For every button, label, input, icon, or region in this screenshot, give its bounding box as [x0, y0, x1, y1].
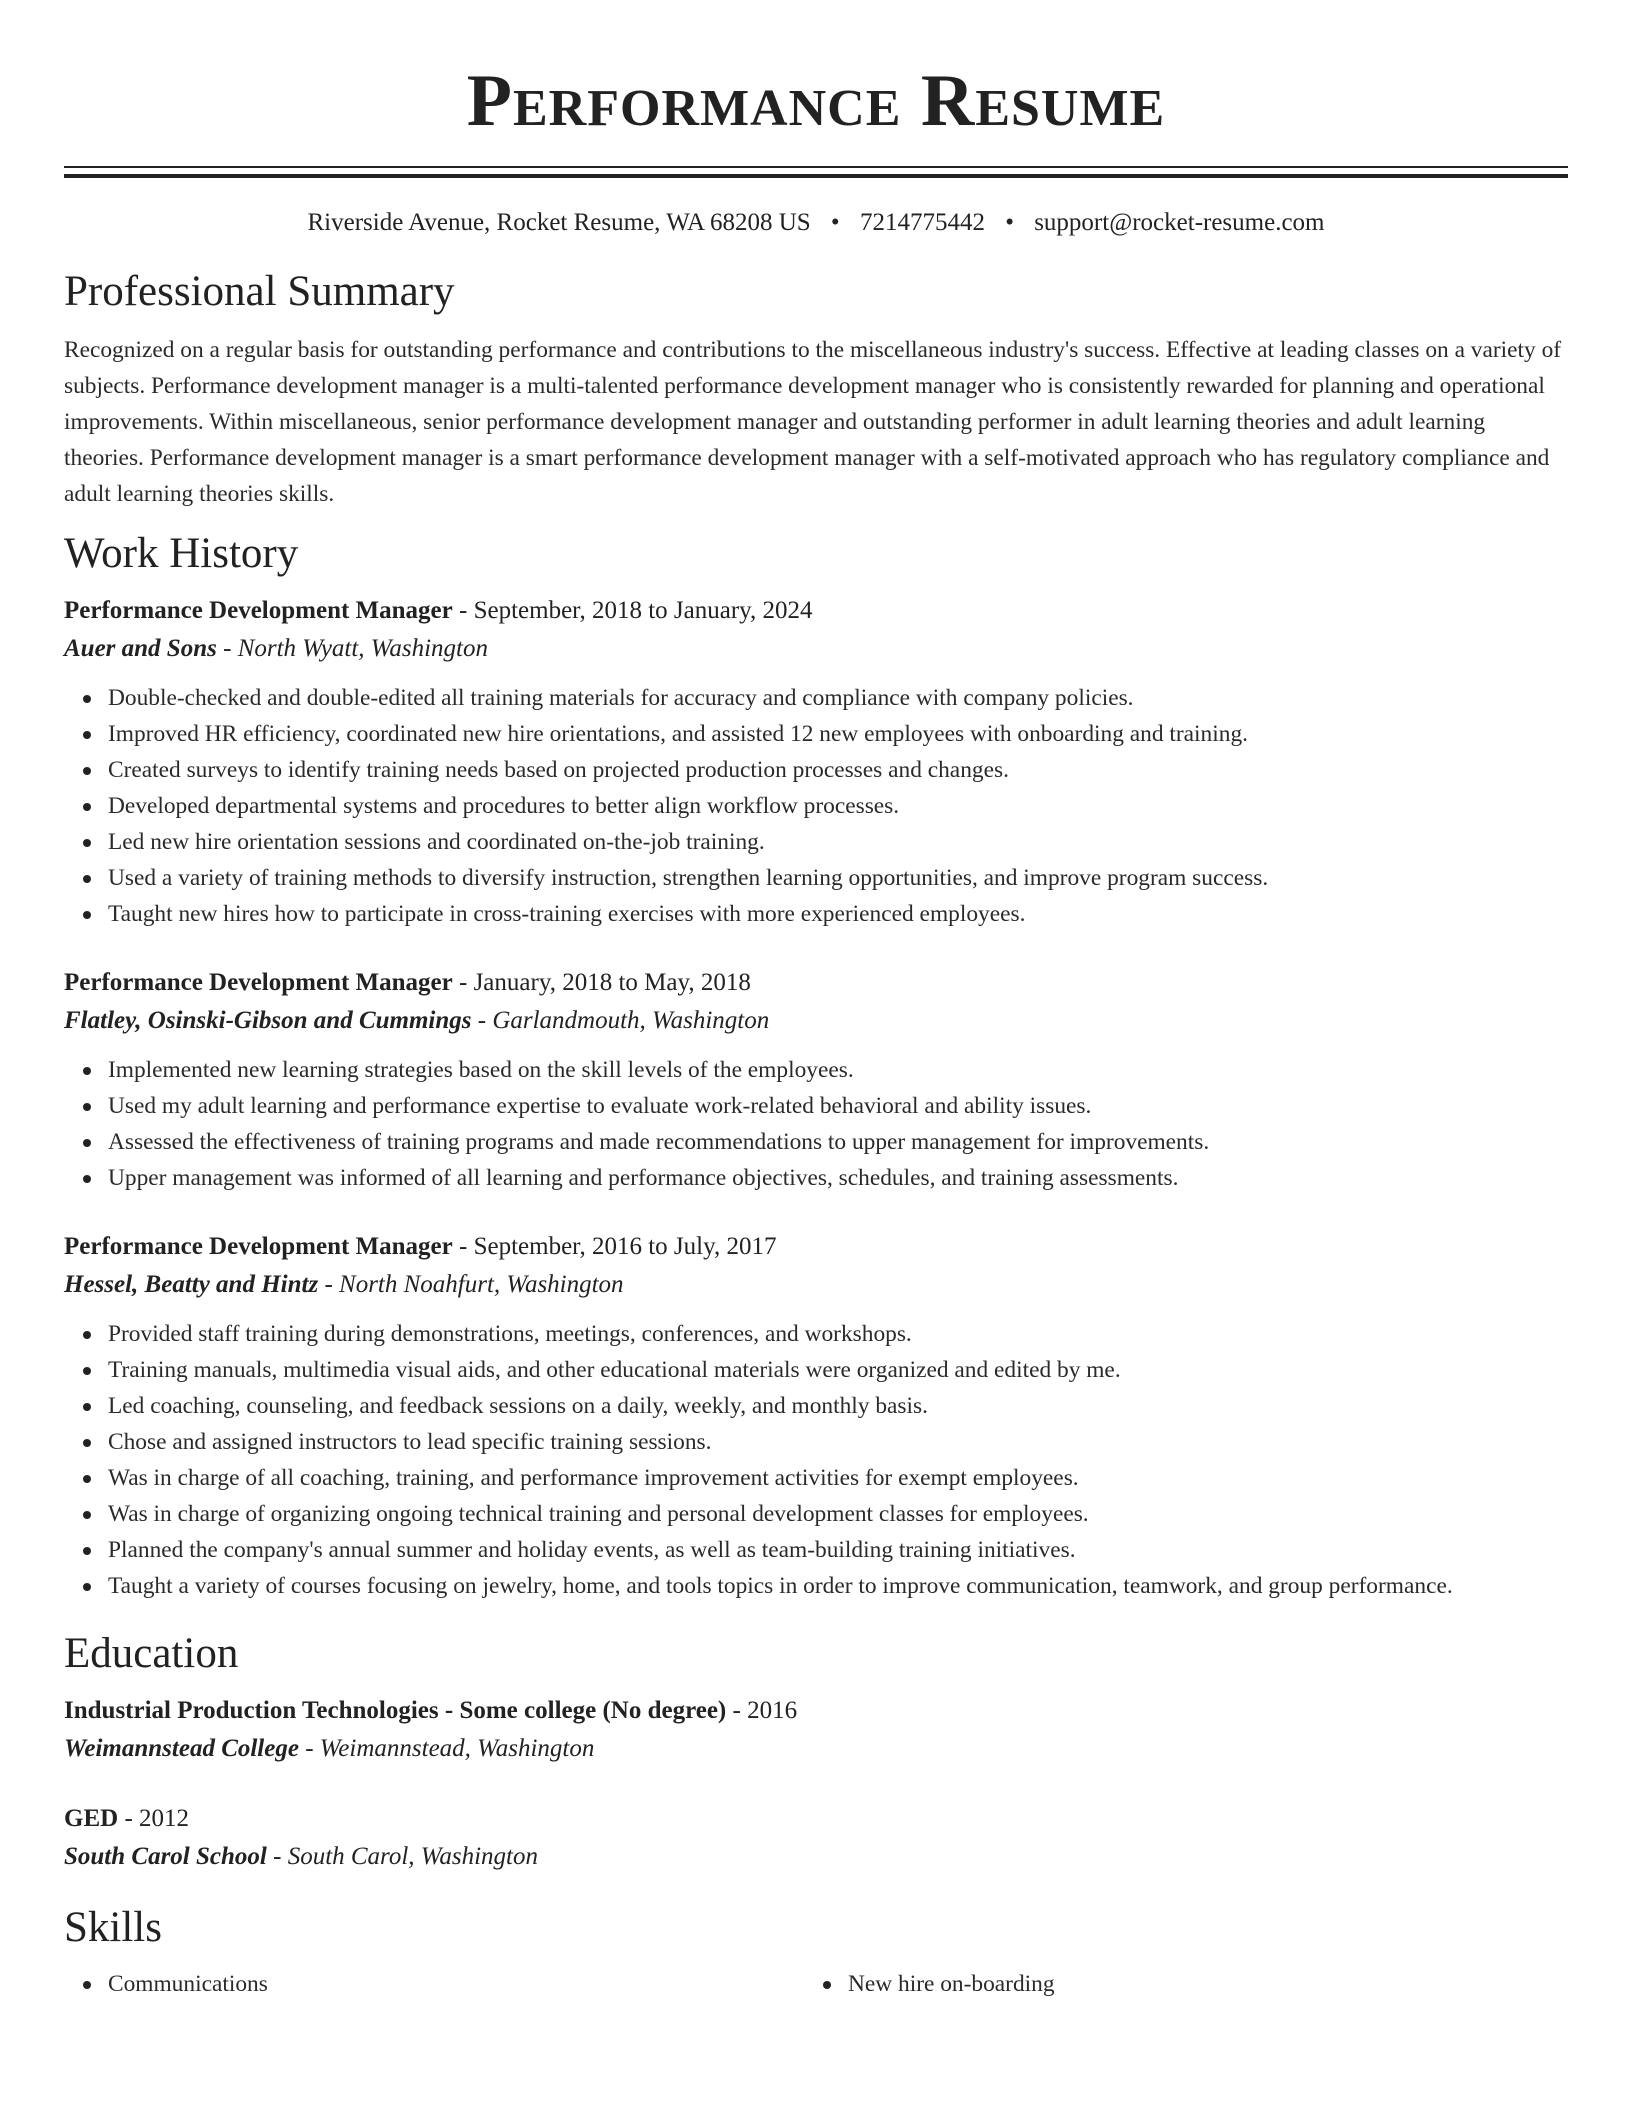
work-history-heading: Work History — [64, 530, 299, 577]
job-header — [64, 964, 1568, 1002]
contact-address: Riverside Avenue, Rocket Resume, WA 68208 US — [307, 209, 811, 236]
education-year: 2012 — [139, 1805, 190, 1832]
contact-phone: 7214775442 — [859, 209, 985, 236]
education-location: Weimannstead, Washington — [319, 1735, 595, 1762]
resume-title: Performance Resume — [466, 60, 1166, 142]
contact-separator: • — [830, 209, 840, 236]
education-location: South Carol, Washington — [287, 1843, 538, 1870]
education-school: Weimannstead College — [64, 1735, 299, 1762]
skills-column-left — [64, 1966, 804, 2002]
job-employer — [64, 1002, 1568, 1040]
job-duty: Used a variety of training methods to diversify instruction, strengthen learning opportunities, and improve program success. — [108, 860, 1568, 896]
job-duties-list — [64, 1052, 1568, 1196]
job-duty: Upper management was informed of all learning and performance objectives, schedules, and training assessments. — [108, 1160, 1568, 1196]
title-divider-thin — [64, 166, 1568, 168]
education-header — [64, 1800, 1568, 1838]
job-duty: Taught new hires how to participate in cross-training exercises with more experienced employees. — [108, 896, 1568, 932]
job-duty: Led coaching, counseling, and feedback sessions on a daily, weekly, and monthly basis. — [108, 1388, 1568, 1424]
contact-line — [64, 206, 1568, 240]
job-location: Garlandmouth, Washington — [492, 1007, 770, 1034]
education-dash: - — [298, 1735, 320, 1762]
job-duty: Implemented new learning strategies based on the skill levels of the employees. — [108, 1052, 1568, 1088]
job-role: Performance Development Manager — [64, 597, 453, 624]
job-location: North Wyatt, Washington — [237, 635, 488, 662]
contact-separator: • — [1005, 209, 1014, 236]
education-institution — [64, 1730, 1568, 1768]
job-dates: September, 2016 to July, 2017 — [473, 1233, 777, 1260]
job-location: North Noahfurt, Washington — [339, 1271, 624, 1298]
education-degree: GED — [64, 1805, 119, 1832]
skills-list — [64, 1966, 1568, 2002]
job-header — [64, 592, 1568, 630]
job-dates: September, 2018 to January, 2024 — [473, 597, 813, 624]
job-dash: - — [452, 969, 474, 996]
skills-column-right — [804, 1966, 1544, 2002]
education-entry — [64, 1800, 1568, 1876]
job-role: Performance Development Manager — [64, 969, 453, 996]
skills-heading: Skills — [64, 1904, 162, 1951]
education-entry — [64, 1692, 1568, 1768]
summary-heading: Professional Summary — [64, 268, 455, 315]
summary-text: Recognized on a regular basis for outstanding performance and contributions to the miscellaneous industry's success. Effective at leading classes on a variety of subjects. Performance development manager is a multi-talented performance development manager who is consistently rewarded for planning and operational improvements. Within miscellaneous, senior performance development manager and outstanding performer in adult learning theories and adult learning theories. Performance development manager is a smart performance development manager with a self-motivated approach who has regulatory compliance and adult learning theories skills. — [64, 337, 1562, 507]
job-duty: Taught a variety of courses focusing on jewelry, home, and tools topics in order to improve communication, teamwork, and group performance. — [108, 1568, 1568, 1604]
education-heading: Education — [64, 1630, 239, 1677]
job-duty: Led new hire orientation sessions and coordinated on-the-job training. — [108, 824, 1568, 860]
skill-item: New hire on-boarding — [848, 1966, 1544, 2002]
job-duties-list — [64, 1316, 1568, 1604]
contact-email: support@rocket-resume.com — [1034, 209, 1325, 236]
education-dash: - — [118, 1805, 140, 1832]
job-duty: Training manuals, multimedia visual aids, and other educational materials were organized and edited by me. — [108, 1352, 1568, 1388]
job-dash: - — [471, 1007, 493, 1034]
education-institution — [64, 1838, 1568, 1876]
job-dash: - — [318, 1271, 340, 1298]
education-year: 2016 — [747, 1697, 798, 1724]
job-employer — [64, 1266, 1568, 1304]
job-duty: Planned the company's annual summer and holiday events, as well as team-building training initiatives. — [108, 1532, 1568, 1568]
job-dash: - — [452, 1233, 474, 1260]
education-dash: - — [266, 1843, 288, 1870]
education-dash: - — [726, 1697, 748, 1724]
education-degree: Industrial Production Technologies - Some college (No degree) — [64, 1697, 727, 1724]
job-duty: Double-checked and double-edited all training materials for accuracy and compliance with company policies. — [108, 680, 1568, 716]
job-dash: - — [216, 635, 238, 662]
title-divider-thick — [64, 174, 1568, 178]
job-duty: Assessed the effectiveness of training programs and made recommendations to upper management for improvements. — [108, 1124, 1568, 1160]
job-entry — [64, 1228, 1568, 1604]
job-dash: - — [452, 597, 474, 624]
job-duty: Chose and assigned instructors to lead specific training sessions. — [108, 1424, 1568, 1460]
resume-page — [64, 0, 1568, 2002]
job-duty: Created surveys to identify training needs based on projected production processes and changes. — [108, 752, 1568, 788]
job-dates: January, 2018 to May, 2018 — [473, 969, 751, 996]
job-duty: Was in charge of all coaching, training, and performance improvement activities for exempt employees. — [108, 1460, 1568, 1496]
job-duty: Improved HR efficiency, coordinated new hire orientations, and assisted 12 new employees with onboarding and training. — [108, 716, 1568, 752]
job-duty: Developed departmental systems and procedures to better align workflow processes. — [108, 788, 1568, 824]
job-company: Auer and Sons — [64, 635, 217, 662]
skill-item: Communications — [108, 1966, 804, 2002]
job-duty: Used my adult learning and performance expertise to evaluate work-related behavioral and ability issues. — [108, 1088, 1568, 1124]
job-header — [64, 1228, 1568, 1266]
job-entry — [64, 964, 1568, 1196]
job-company: Hessel, Beatty and Hintz — [64, 1271, 319, 1298]
job-role: Performance Development Manager — [64, 1233, 453, 1260]
job-company: Flatley, Osinski-Gibson and Cummings — [64, 1007, 472, 1034]
job-duties-list — [64, 680, 1568, 932]
job-employer — [64, 630, 1568, 668]
job-entry — [64, 592, 1568, 932]
education-school: South Carol School — [64, 1843, 267, 1870]
education-header — [64, 1692, 1568, 1730]
job-duty: Was in charge of organizing ongoing technical training and personal development classes for employees. — [108, 1496, 1568, 1532]
job-duty: Provided staff training during demonstrations, meetings, conferences, and workshops. — [108, 1316, 1568, 1352]
